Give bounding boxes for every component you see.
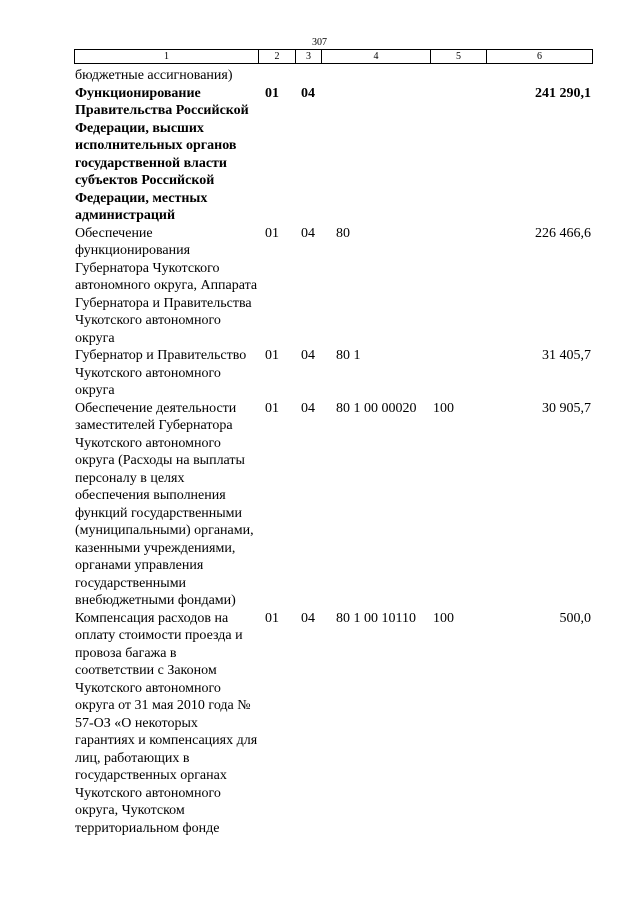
row-section: 01 [265, 400, 279, 416]
row-section [258, 67, 295, 85]
column-header-4: 4 [322, 50, 431, 64]
row-subsection: 04 [301, 85, 315, 101]
row-name: бюджетные ассигнования) [75, 68, 233, 83]
row-expense-type [430, 67, 486, 85]
column-number-header [74, 49, 593, 64]
column-header-3: 3 [296, 50, 322, 64]
row-expense-type [430, 225, 486, 348]
row-amount: 226 466,6 [535, 225, 591, 241]
row-name: Компенсация расходов на оплату стоимости проезда и провоза багажа в соответствии с Законом Чукотского автономного округа от 31 мая 2010 года № 57-ОЗ «О некоторых гарантиях и компенсациях для лиц, работающих в государственных органах Чукотского автономного округа, Чукотском территориальном фонде [75, 610, 258, 836]
row-name: Обеспечение функционирования Губернатора Чукотского автономного округа, Аппарата Губернатора и Правительства Чукотского автономного округа [75, 225, 258, 346]
page-number: 307 [312, 37, 327, 48]
row-expense-type [430, 347, 486, 400]
row-section: 01 [265, 85, 279, 101]
table-row [74, 347, 592, 400]
budget-table-body [74, 67, 592, 837]
row-name: Губернатор и Правительство Чукотского автономного округа [75, 348, 247, 398]
row-section: 01 [265, 610, 279, 626]
row-target-article: 80 1 [336, 348, 361, 363]
row-amount: 241 290,1 [535, 85, 591, 101]
table-row [74, 67, 592, 85]
row-name: Функционирование Правительства Российской Федерации, высших исполнительных органов государственной власти субъектов Российской Федерации, местных администраций [75, 85, 249, 223]
row-subsection: 04 [301, 610, 315, 626]
table-row [74, 85, 592, 225]
row-amount: 500,0 [559, 610, 591, 626]
table-row [74, 610, 592, 838]
row-expense-type [430, 85, 486, 225]
row-target-article [321, 85, 430, 225]
row-amount [486, 67, 592, 85]
row-expense-type: 100 [433, 610, 454, 626]
row-expense-type: 100 [433, 400, 454, 416]
row-amount: 31 405,7 [542, 348, 591, 363]
table-row [74, 400, 592, 610]
row-target-article [321, 67, 430, 85]
table-row [74, 225, 592, 348]
row-subsection: 04 [301, 400, 315, 416]
row-subsection [295, 67, 321, 85]
column-header-2: 2 [259, 50, 296, 64]
row-subsection: 04 [301, 348, 315, 363]
row-target-article: 80 [336, 225, 350, 241]
row-amount: 30 905,7 [542, 400, 591, 416]
row-name: Обеспечение деятельности заместителей Губернатора Чукотского автономного округа (Расходы на выплаты персоналу в целях обеспечения выполнения функций государственными (муниципальными) органами, казенными учреждениями, органами управления государственными внебюджетными фондами) [75, 400, 254, 608]
row-section: 01 [265, 348, 279, 363]
budget-table [74, 67, 592, 837]
row-section: 01 [265, 225, 279, 241]
row-target-article: 80 1 00 10110 [336, 610, 416, 626]
row-target-article: 80 1 00 00020 [336, 400, 417, 416]
column-header-5: 5 [431, 50, 487, 64]
row-subsection: 04 [301, 225, 315, 241]
column-header-1: 1 [75, 50, 259, 64]
column-header-6: 6 [487, 50, 593, 64]
